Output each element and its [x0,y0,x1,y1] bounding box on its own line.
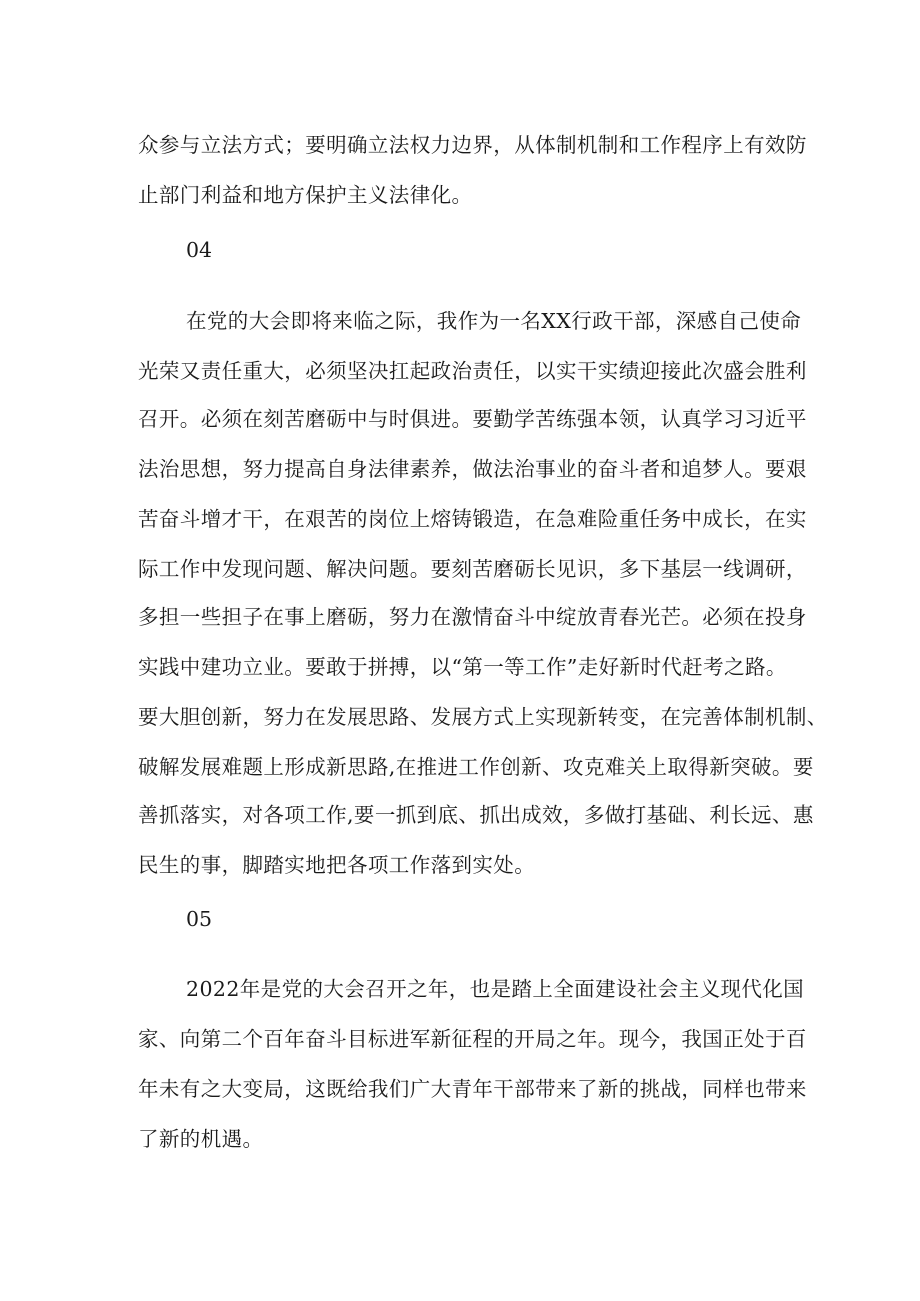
paragraph-line: 年未有之大变局，这既给我们广大青年干部带来了新的挑战，同样也带来 [138,1077,807,1101]
paragraph-line: 家、向第二个百年奋斗目标进军新征程的开局之年。现今，我国正处于百 [138,1027,807,1051]
paragraph-line: 破解发展难题上形成新思路,在推进工作创新、攻克难关上取得新突破。要 [138,755,814,779]
paragraph-line: 法治思想，努力提高自身法律素养，做法治事业的奋斗者和追梦人。要艰 [138,457,807,481]
paragraph-line: 了新的机遇。 [138,1127,264,1151]
paragraph-line: 善抓落实，对各项工作,要一抓到底、抓出成效，多做打基础、利长远、惠 [138,803,814,827]
paragraph-line: 2022年是党的大会召开之年，也是踏上全面建设社会主义现代化国 [186,977,805,1001]
paragraph-line: 多担一些担子在事上磨砺，努力在激情奋斗中绽放青春光芒。必须在投身 [138,605,807,629]
paragraph-line: 光荣又责任重大，必须坚决扛起政治责任，以实干实绩迎接此次盛会胜利 [138,359,807,383]
paragraph-line: 苦奋斗增才干，在艰苦的岗位上熔铸锻造，在急难险重任务中成长，在实 [138,507,807,531]
paragraph-line: 众参与立法方式；要明确立法权力边界，从体制机制和工作程序上有效防 [138,133,807,157]
section-heading-04: 04 [186,238,213,262]
paragraph-line: 止部门利益和地方保护主义法律化。 [138,183,473,207]
paragraph-line: 民生的事，脚踏实地把各项工作落到实处。 [138,853,536,877]
paragraph-line: 在党的大会即将来临之际，我作为一名XX行政干部，深感自己使命 [186,309,802,333]
section-heading-05: 05 [186,907,213,931]
paragraph-line: 要大胆创新，努力在发展思路、发展方式上实现新转变，在完善体制机制、 [138,705,828,729]
paragraph-line: 实践中建功立业。要敢于拼搏，以“第一等工作”走好新时代赶考之路。 [138,655,787,679]
paragraph-line: 际工作中发现问题、解决问题。要刻苦磨砺长见识，多下基层一线调研， [138,557,807,581]
paragraph-line: 召开。必须在刻苦磨砺中与时俱进。要勤学苦练强本领，认真学习习近平 [138,407,807,431]
